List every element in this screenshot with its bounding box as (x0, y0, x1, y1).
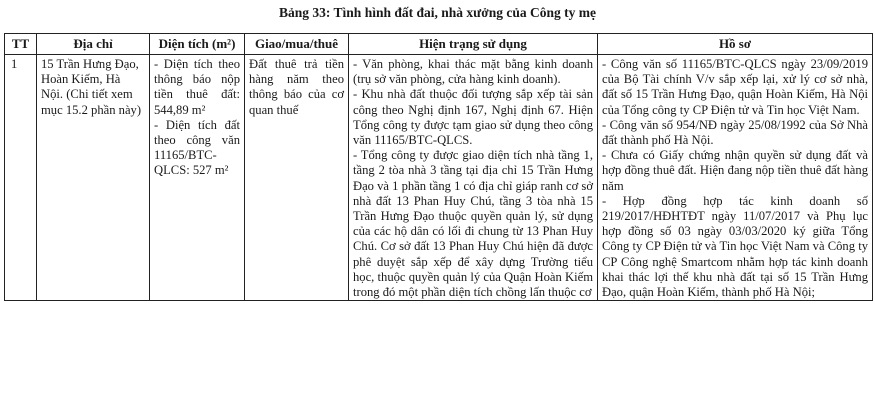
status-item: - Văn phòng, khai thác mặt bằng kinh doanh (trụ sở văn phòng, cửa hàng kinh doanh). (353, 57, 593, 87)
header-assignment: Giao/mua/thuê (245, 34, 349, 55)
cell-assignment: Đất thuê trả tiền hàng năm theo thông báo của cơ quan thuế (245, 55, 349, 301)
cell-address: 15 Trần Hưng Đạo, Hoàn Kiếm, Hà Nội. (Chi tiết xem mục 15.2 phần này) (37, 55, 150, 301)
records-item: - Chưa có Giấy chứng nhận quyền sử dụng đất và hợp đồng thuê đất. Hiện đang nộp tiền thuê đất hàng năm (602, 148, 868, 193)
records-item: - Công văn số 11165/BTC-QLCS ngày 23/09/2019 của Bộ Tài chính V/v sắp xếp lại, xử lý cơ sở nhà, đất số 15 Trần Hưng Đạo, quận Hoàn Kiếm, Hà Nội của Tổng công ty CP Điện tử và Tin học Việt Nam. (602, 57, 868, 117)
header-records: Hồ sơ (598, 34, 873, 55)
header-tt: TT (5, 34, 37, 55)
header-area: Diện tích (m²) (150, 34, 245, 55)
header-status: Hiện trạng sử dụng (349, 34, 598, 55)
cell-status (349, 55, 598, 301)
table-caption: Bảng 33: Tình hình đất đai, nhà xưởng của Công ty mẹ (279, 5, 596, 20)
cell-tt: 1 (5, 55, 37, 301)
records-item: - Công văn số 954/NĐ ngày 25/08/1992 của Sở Nhà đất thành phố Hà Nội. (602, 117, 868, 148)
header-address: Địa chỉ (37, 34, 150, 55)
table-row (5, 55, 873, 301)
cell-area (150, 55, 245, 301)
area-item: - Diện tích đất theo công văn 11165/BTC-QLCS: 527 m² (154, 117, 240, 178)
header-row (5, 34, 873, 55)
cell-records (598, 55, 873, 301)
status-item: - Khu nhà đất thuộc đối tượng sắp xếp tài sản công theo Nghị định 167, Nghị định 67. Hiện Tổng công ty được tạm giao sử dụng theo công văn 11165/BTC-QLCS. (353, 87, 593, 148)
records-item: - Hợp đồng hợp tác kinh doanh số 219/2017/HĐHTĐT ngày 11/07/2017 và Phụ lục hợp đồng số 03 ngày 03/03/2020 ký giữa Tổng Công ty CP Điện tử và Tin học Việt Nam và Công ty CP Công nghệ Smartcom nhằm hợp tác kinh doanh khai thác lợi thế khu nhà đất tại số 15 Trần Hưng Đạo, quận Hoàn Kiếm, thành phố Hà Nội; (602, 193, 868, 300)
land-table (4, 33, 873, 301)
status-item: - Tổng công ty được giao diện tích nhà tầng 1, tầng 2 tòa nhà 3 tầng tại địa chỉ 15 Trần Hưng Đạo và 1 phần tầng 1 có địa chỉ giáp ranh cơ sở nhà đất 13 Phan Huy Chú, tầng 3 tòa nhà 15 Trần Hưng Đạo thuộc quyền quản lý, sử dụng của các hộ dân có lối đi chung từ 13 Phan Huy Chú. Cơ sở đất 13 Phan Huy Chú hiện đã được phê duyệt sắp xếp để xây dựng Trường tiểu học, thuộc quyền quản lý của Quận Hoàn Kiếm trong đó một phần diện tích chồng lấn thuộc cơ (353, 148, 593, 300)
area-item: - Diện tích theo thông báo nộp tiền thuê đất: 544,89 m² (154, 57, 240, 117)
